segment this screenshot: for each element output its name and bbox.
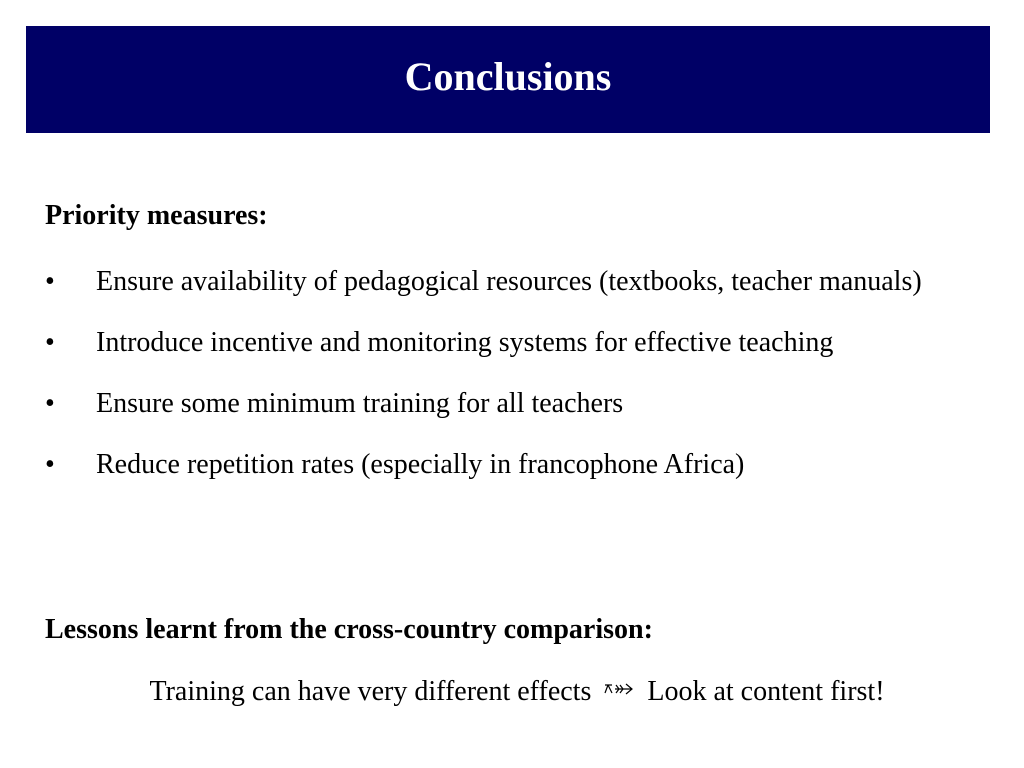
slide-title: Conclusions: [404, 53, 612, 99]
bullet-icon: •: [45, 266, 55, 297]
priority-measures-heading: Priority measures:: [45, 200, 268, 231]
bullet-icon: •: [45, 388, 55, 419]
list-item: [45, 444, 985, 485]
list-item: [45, 322, 985, 363]
title-bar: [26, 26, 990, 133]
bullet-icon: •: [45, 327, 55, 358]
lesson-text-before: Training can have very different effects: [149, 676, 592, 707]
bullet-icon: •: [45, 449, 55, 480]
lesson-statement: [0, 672, 1024, 714]
list-item: [45, 261, 985, 302]
list-item-text: Introduce incentive and monitoring systems for effective teaching: [96, 327, 834, 358]
priority-measures-list: [45, 261, 985, 505]
list-item-text: Ensure availability of pedagogical resources (textbooks, teacher manuals): [96, 266, 922, 297]
list-item: [45, 383, 985, 424]
lessons-learnt-heading: Lessons learnt from the cross-country comparison:: [45, 614, 653, 645]
lesson-text-after: Look at content first!: [647, 676, 885, 707]
list-item-text: Ensure some minimum training for all teachers: [96, 388, 624, 419]
arrow-right-icon: [604, 668, 634, 708]
list-item-text: Reduce repetition rates (especially in francophone Africa): [96, 449, 745, 480]
